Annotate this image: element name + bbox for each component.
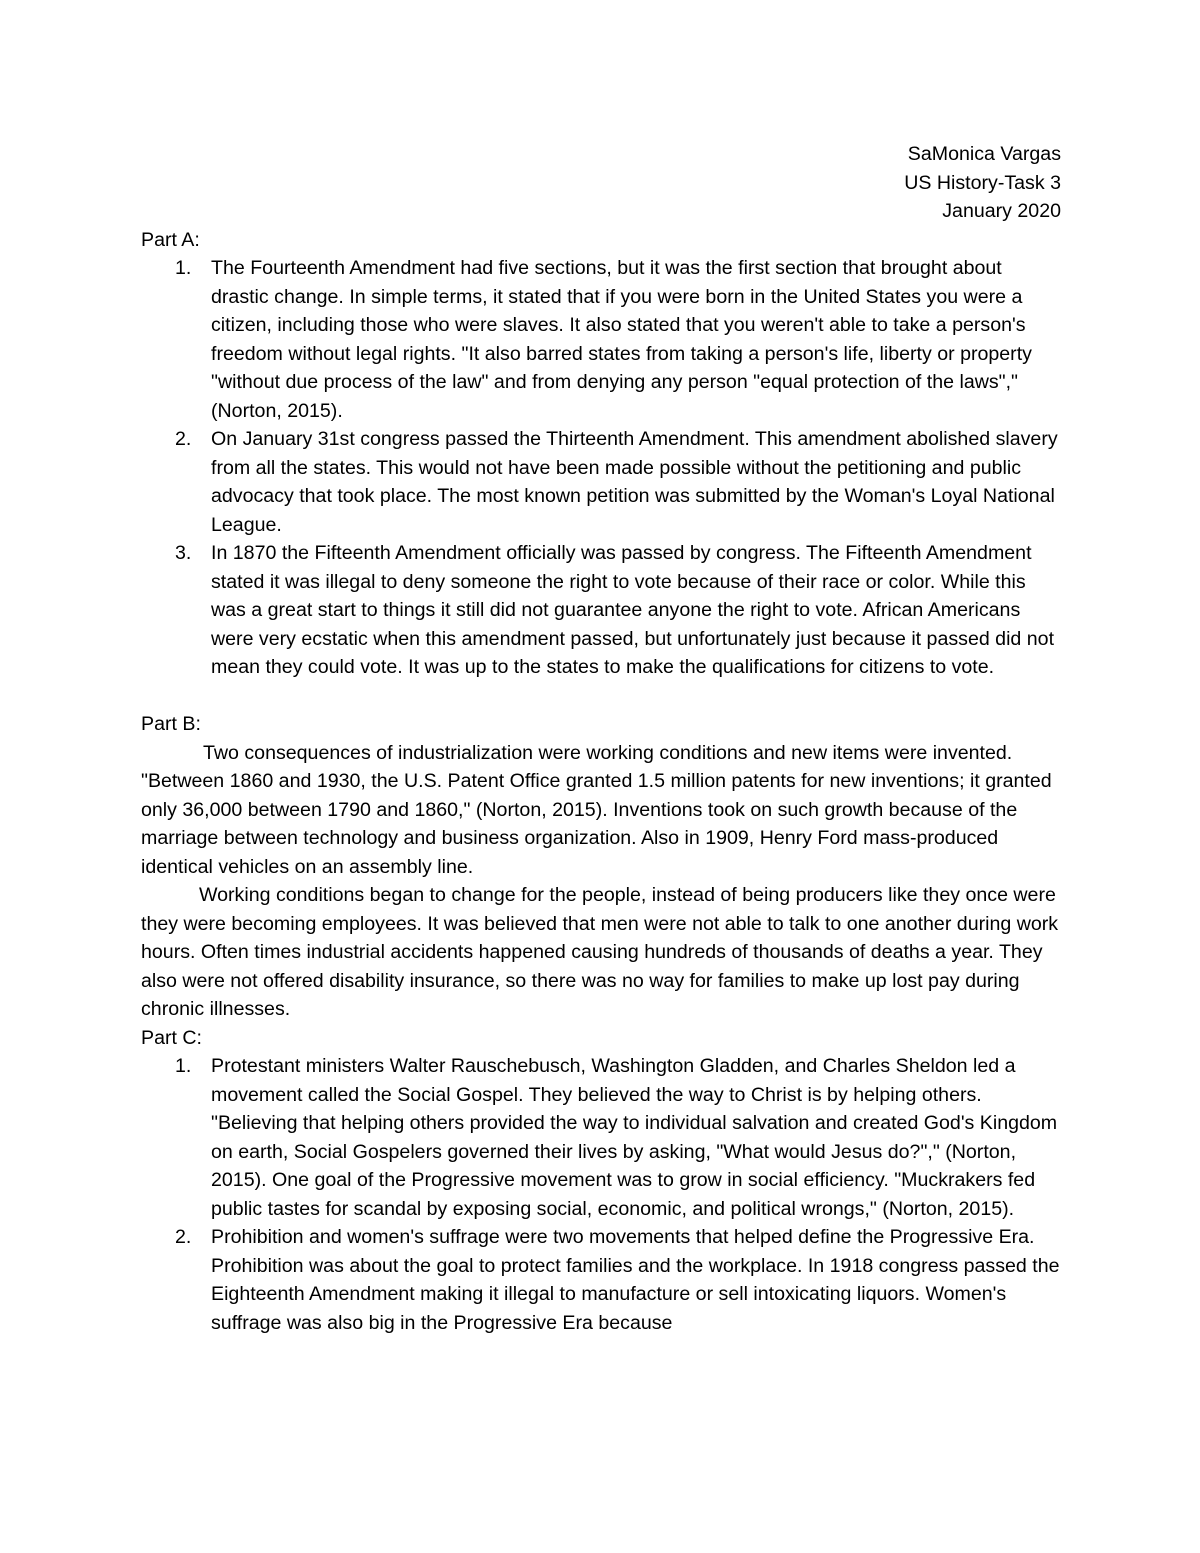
- section-spacer: [141, 682, 1061, 711]
- part-c-title: Part C:: [141, 1026, 202, 1049]
- list-item-number: 3.: [175, 542, 192, 564]
- part-b-title: Part B:: [141, 713, 201, 735]
- list-item-number: 2.: [175, 428, 192, 450]
- list-item-text: In 1870 the Fifteenth Amendment officially was passed by congress. The Fifteenth Amendment stated it was illegal to deny someone the right to vote because of their race or color. While this was a great start to things it still did not guarantee anyone the right to vote. African Americans were very ecstatic when this amendment passed, but unfortunately just because it passed did not mean they could vote. It was up to the states to make the qualifications for citizens to vote.: [211, 542, 1055, 678]
- list-item: [141, 1223, 1061, 1337]
- part-a-list: [141, 254, 1061, 682]
- document-body: [141, 140, 1061, 1337]
- author-header: [141, 140, 1061, 226]
- part-c-list: [141, 1052, 1061, 1337]
- list-item-number: 2.: [175, 1226, 192, 1248]
- document-date: January 2020: [942, 200, 1061, 222]
- list-item: [141, 425, 1061, 539]
- part-a-title: Part A:: [141, 228, 200, 251]
- list-item: [141, 254, 1061, 425]
- part-b-paragraph: Working conditions began to change for the people, instead of being producers like they once were they were becoming employees. It was believed that men were not able to talk to one another during work hours. Often times industrial accidents happened causing hundreds of thousands of deaths a year. They also were not offered disability insurance, so there was no way for families to make up lost pay during chronic illnesses.: [141, 884, 1059, 1020]
- list-item-text: On January 31st congress passed the Thirteenth Amendment. This amendment abolished slavery from all the states. This would not have been made possible without the petitioning and public advocacy that took place. The most known petition was submitted by the Woman's Loyal National League.: [211, 428, 1058, 536]
- list-item-text: Prohibition and women's suffrage were two movements that helped define the Progressive Era. Prohibition was about the goal to protect families and the workplace. In 1918 congress passed the Eighteenth Amendment making it illegal to manufacture or sell intoxicating liquors. Women's suffrage was also big in the Progressive Era because: [211, 1226, 1060, 1334]
- course-title: US History-Task 3: [904, 171, 1061, 194]
- list-item: [141, 1052, 1061, 1223]
- list-item-number: 1.: [175, 257, 192, 279]
- list-item-text: The Fourteenth Amendment had five sections, but it was the first section that brought about drastic change. In simple terms, it stated that if you were born in the United States you were a citizen, including those who were slaves. It also stated that you weren't able to take a person's freedom without legal rights. "It also barred states from taking a person's life, liberty or property "without due process of the law" and from denying any person "equal protection of the laws"," (Norton, 2015).: [211, 257, 1032, 422]
- list-item-text: Protestant ministers Walter Rauschebusch, Washington Gladden, and Charles Sheldon led a movement called the Social Gospel. They believed the way to Christ is by helping others. "Believing that helping others provided the way to individual salvation and created God's Kingdom on earth, Social Gospelers governed their lives by asking, "What would Jesus do?"," (Norton, 2015). One goal of the Progressive movement was to grow in social efficiency. "Muckrakers fed public tastes for scandal by exposing social, economic, and political wrongs," (Norton, 2015).: [211, 1055, 1058, 1220]
- list-item: [141, 539, 1061, 682]
- part-b-paragraph: Two consequences of industrialization were working conditions and new items were invented. "Between 1860 and 1930, the U.S. Patent Office granted 1.5 million patents for new inventions; it granted only 36,000 between 1790 and 1860," (Norton, 2015). Inventions took on such growth because of the marriage between technology and business organization. Also in 1909, Henry Ford mass-produced identical vehicles on an assembly line.: [141, 741, 1052, 878]
- author-name: SaMonica Vargas: [907, 143, 1061, 165]
- list-item-number: 1.: [175, 1055, 192, 1077]
